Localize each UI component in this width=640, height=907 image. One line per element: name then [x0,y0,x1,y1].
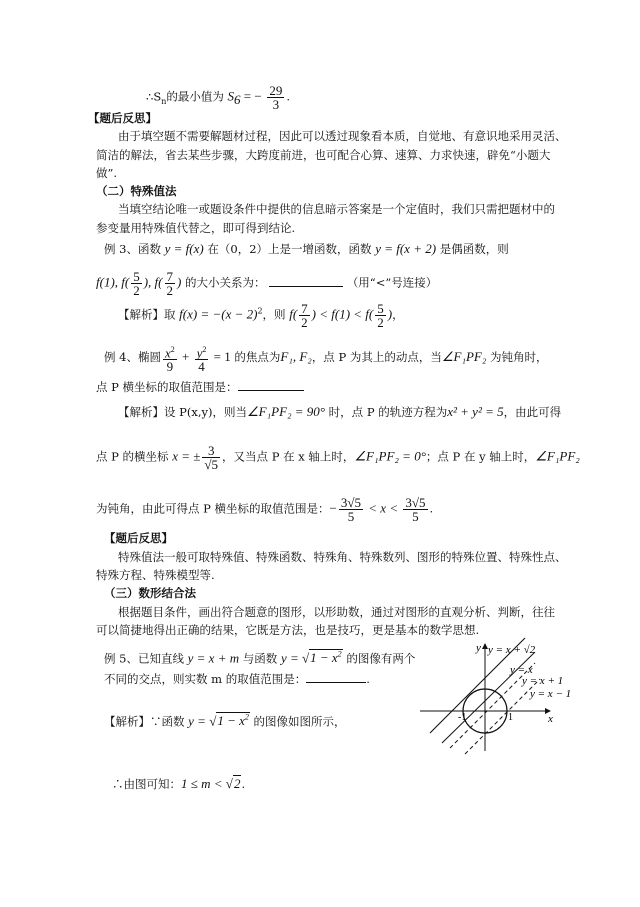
y-axis-label: y [476,642,481,654]
x-axis-label: x [548,713,553,725]
solution-4-line-3: 为钝角，由此可得点 P 横坐标的取值范围是：− $\frac{3√5}{5}$ < x < $\frac{3√5}{5}$ . [96,495,434,524]
label-y-x-plus-1: y = x + 1 [522,675,564,687]
reflection-1-text-3: 做”. [96,166,118,180]
section-3-text-2: 可以简捷地得出正确的结果，它既是方法，也是技巧，更是基本的数学思想. [96,623,480,637]
reflection-2-text-2: 特殊方程、特殊模型等. [96,568,215,582]
min-value-line: $\therefore S_n$的最小值为 $S_6$ = − $\frac{29}{3}$ . [146,83,290,112]
reflection-2-text-1: 特殊值法一般可取特殊值、特殊函数、特殊角、特殊数列、图形的特殊位置、特殊性点、 [118,550,567,564]
example-4-line-2: 点 P 横坐标的取值范围是： [96,379,304,395]
fraction-29-3: $\frac{29}{3}$ [269,83,283,112]
neg-one-label: -1 [458,712,467,723]
one-label: 1 [508,712,513,723]
solution-4-line-1: 【解析】设 P(x,y)，则当∠F₁PF₂ = 90° 时，点 P 的轨迹方程为x² + y² = 5，由此可得 [118,404,562,419]
section-2-text-1: 当填空结论唯一或题设条件中提供的信息暗示答案是一个定值时，我们只需把题材中的 [118,202,555,216]
reflection-heading-2: 【题后反思】 [104,531,173,545]
label-y-x: y = x [510,664,533,676]
example-3-line-2: f(1), f( $\frac{5}{2}$ ), f( $\frac{7}{2}$ ) 的大小关系为： （用“<”号连接） [96,269,438,298]
example-4-line-1: 例 4、椭圆 $\frac{x^2}{9}$ + $\frac{y^2}{4}$ = 1 的焦点为F₁, F₂，点 P 为其上的动点，当∠F₁PF₂ 为钝角时， [104,345,548,375]
line-circle-figure [410,636,572,756]
answer-blank-3 [269,286,343,287]
section-number-shape-heading: （三）数形结合法 [104,586,196,600]
reflection-heading-1: 【题后反思】 [88,111,157,125]
solution-3: 【解析】取 $f(x) = -(x - 2)^2$，则 f( $\frac{7}{2}$ ) < f(1) < f( $\frac{5}{2}$ )， [118,301,404,330]
reflection-1-text-1: 由于填空题不需要解题材过程，因此可以透过现象看本质，自觉地、有意识地采用灵活、 [118,129,567,143]
section-2-text-2: 参变量用特殊值代替之，即可得到结论. [96,221,296,235]
example-5-line-1: 例 5、已知直线 y = x + m 与函数 $y = √1 - x^2$ 的图像有两个 [104,650,416,666]
section-special-value-heading: （二）特殊值法 [96,184,177,198]
example-3-line-1: 例 3、函数 y = f(x) 在（0，2）上是一增函数，函数 y = f(x + 2) 是偶函数，则 [104,241,509,256]
label-y-x-minus-1: y = x − 1 [530,688,572,700]
label-y-x-plus-root2: y = x + √2 [488,644,536,656]
solution-4-line-2: 点 P 的横坐标 x = ± $\frac{3}{√5}$ ，又当点 P 在 x 轴上时，∠F₁PF₂ = 0°；点 P 在 y 轴上时，∠F₁PF₂ [96,443,580,472]
answer-blank-5 [306,682,366,683]
solution-5-line-1: 【解析】∵函数 $y = √1 - x^2$ 的图像如图所示， [104,713,346,729]
solution-5-line-2: ∴由图可知：1 ≤ m < √2. [112,776,246,791]
section-3-text-1: 根据题目条件，画出符合题意的图形，以形助数，通过对图形的直观分析、判断，往往 [118,605,555,619]
answer-blank-4 [238,390,304,391]
reflection-1-text-2: 简洁的解法，省去某些步骤，大跨度前进，也可配合心算、速算、力求快速，辟免“小题大 [96,148,551,162]
example-5-line-2: 不同的交点，则实数 m 的取值范围是： . [104,672,370,686]
